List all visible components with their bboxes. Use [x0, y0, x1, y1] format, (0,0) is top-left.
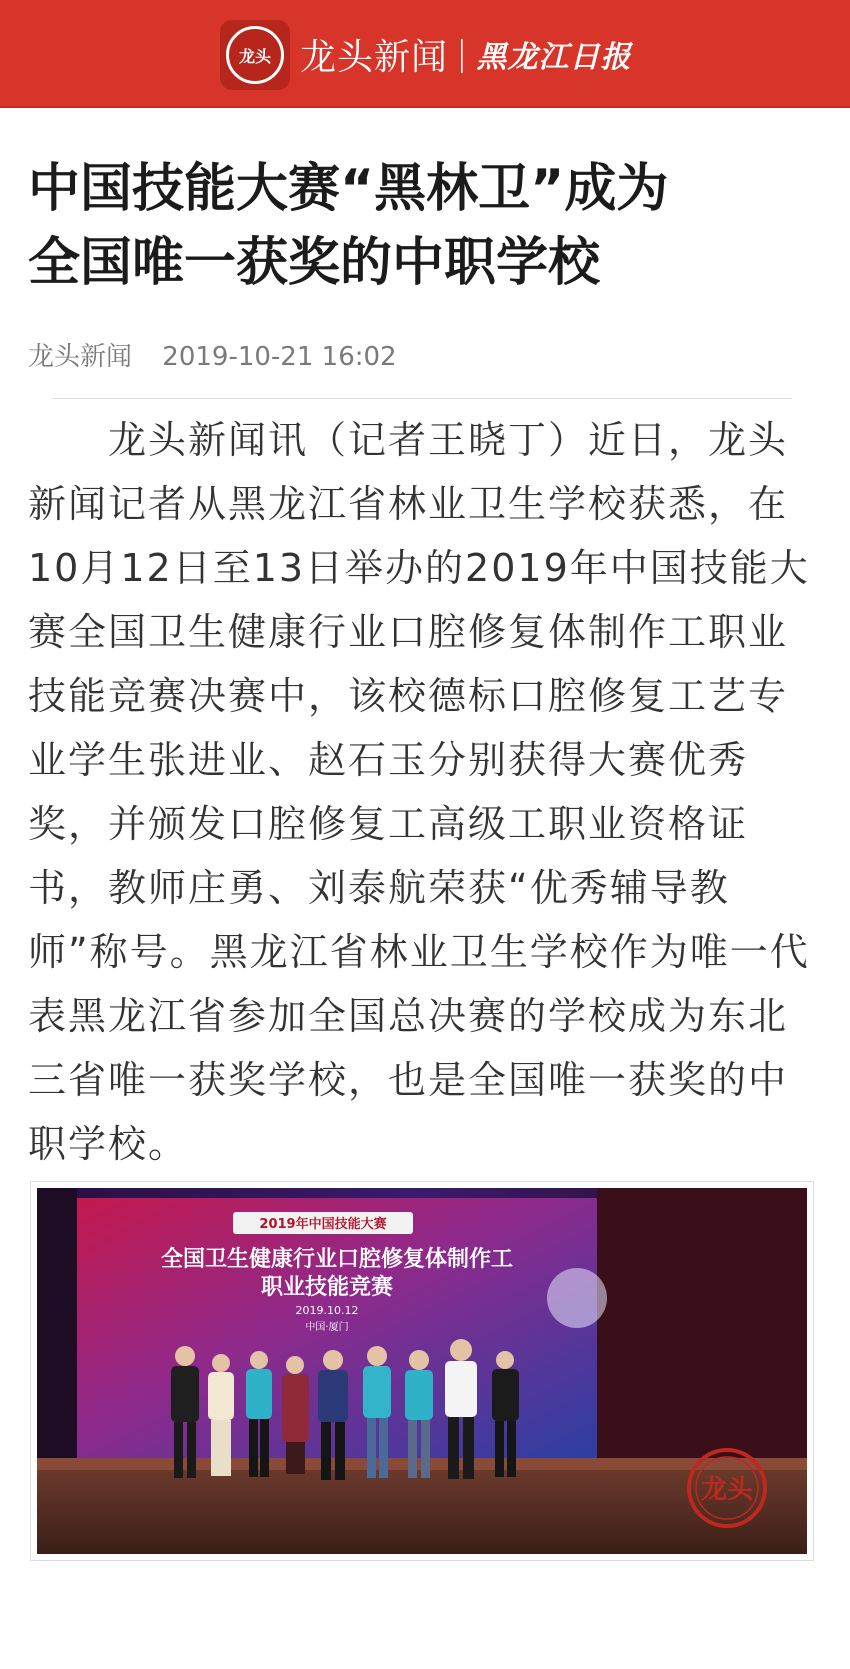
- ceremony-scene: [37, 1188, 807, 1554]
- dragon-logo-icon: [226, 26, 284, 84]
- app-logo[interactable]: [220, 20, 290, 90]
- article: [0, 108, 850, 1669]
- brand-separator: |: [456, 34, 469, 74]
- app-header: [0, 0, 850, 108]
- banner-main-2: 职业技能竞赛: [260, 1275, 394, 1300]
- article-datetime: 2019-10-21 16:02: [162, 342, 397, 372]
- brand-name: 龙头新闻: [300, 36, 449, 78]
- banner-date: 2019.10.12: [295, 1304, 359, 1317]
- title-line-2: 全国唯一获奖的中职学校: [28, 233, 601, 293]
- brand-title: [300, 24, 631, 84]
- article-title: [28, 152, 808, 300]
- watermark-text: 龙头: [700, 1475, 754, 1505]
- article-body: 龙头新闻讯（记者王晓丁）近日，龙头新闻记者从黑龙江省林业卫生学校获悉，在10月12日至13日举办的2019年中国技能大赛全国卫生健康行业口腔修复体制作工职业技能竞赛决赛中，该校德标口腔修复工艺专业学生张进业、赵石玉分别获得大赛优秀奖，并颁发口腔修复工高级工职业资格证书，教师庄勇、刘泰航荣获“优秀辅导教师”称号。黑龙江省林业卫生学校作为唯一代表黑龙江省参加全国总决赛的学校成为东北三省唯一获奖学校，也是全国唯一获奖的中职学校。: [28, 418, 810, 1166]
- title-line-1: 中国技能大赛“黑林卫”成为: [28, 159, 669, 219]
- paper-name: 黑龙江日报: [476, 40, 632, 75]
- article-photo[interactable]: [30, 1181, 814, 1561]
- article-meta: [28, 336, 419, 373]
- meta-divider: [52, 398, 792, 399]
- logo-glyph: 龙头: [238, 46, 271, 66]
- banner-place: 中国·厦门: [305, 1322, 349, 1333]
- article-source[interactable]: 龙头新闻: [28, 342, 133, 372]
- award-ceremony-photo: [37, 1188, 807, 1554]
- banner-main-1: 全国卫生健康行业口腔修复体制作工: [160, 1247, 514, 1272]
- banner-top-text: 2019年中国技能大赛: [259, 1217, 387, 1232]
